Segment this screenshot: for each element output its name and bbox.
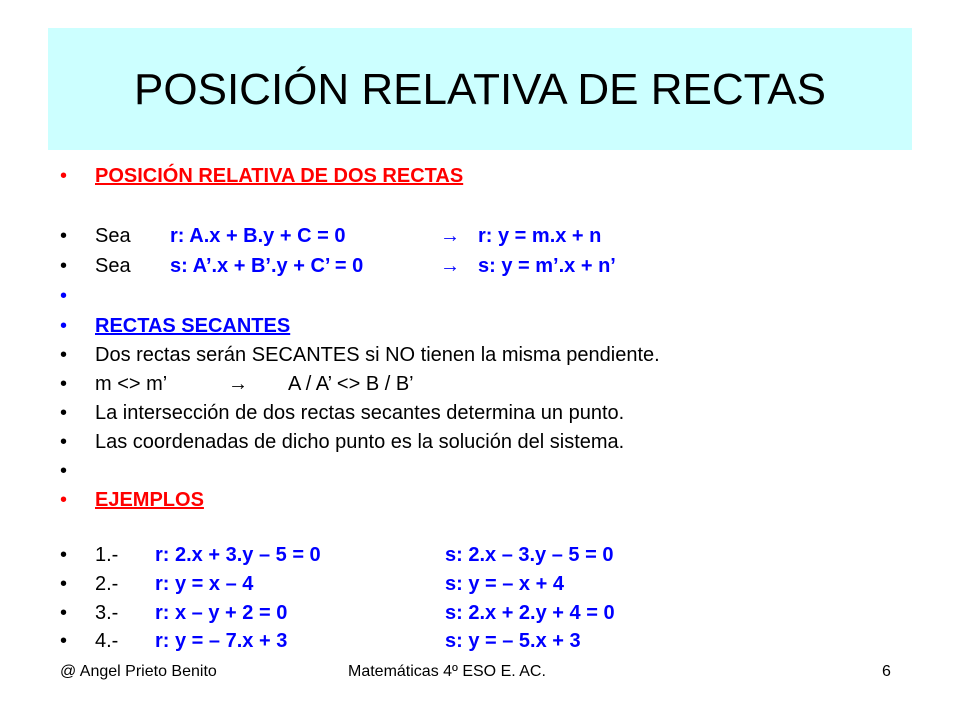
arrow-icon: → [440,255,460,277]
footer-course: Matemáticas 4º ESO E. AC. [348,663,546,680]
example-number: 1.- [95,544,119,566]
example-s: s: y = – 5.x + 3 [445,630,581,652]
ratio-condition: A / A’ <> B / B’ [288,373,414,395]
coordinates-text: Las coordenadas de dicho punto es la solución del sistema. [95,431,625,453]
example-r: r: y = – 7.x + 3 [155,630,288,652]
intersection-text: La intersección de dos rectas secantes determina un punto. [95,402,625,424]
example-r: r: 2.x + 3.y – 5 = 0 [155,544,321,566]
bullet-icon: • [60,630,68,652]
bullet-icon: • [60,315,68,337]
bullet-icon: • [60,165,68,187]
footer-author: @ Angel Prieto Benito [60,663,217,680]
example-number: 4.- [95,630,119,652]
secantes-definition: Dos rectas serán SECANTES si NO tienen la misma pendiente. [95,344,660,366]
section-heading-ejemplos: EJEMPLOS [95,489,204,511]
slope-condition: m <> m’ [95,373,168,395]
section-heading-posicion: POSICIÓN RELATIVA DE DOS RECTAS [95,165,464,187]
example-number: 2.- [95,573,119,595]
arrow-icon: → [440,225,460,247]
section-heading-secantes: RECTAS SECANTES [95,315,291,337]
bullet-icon: • [60,344,68,366]
bullet-icon: • [60,373,68,395]
bullet-icon: • [60,544,68,566]
equation-general-r: r: A.x + B.y + C = 0 [170,225,346,247]
bullet-icon: • [60,402,68,424]
example-s: s: 2.x – 3.y – 5 = 0 [445,544,614,566]
example-number: 3.- [95,602,119,624]
example-r: r: y = x – 4 [155,573,254,595]
equation-explicit-r: r: y = m.x + n [478,225,602,247]
equation-general-s: s: A’.x + B’.y + C’ = 0 [170,255,364,277]
sea-label: Sea [95,225,131,247]
footer-page-number: 6 [882,663,891,680]
example-r: r: x – y + 2 = 0 [155,602,288,624]
bullet-icon: • [60,489,68,511]
bullet-icon: • [60,602,68,624]
bullet-icon: • [60,225,68,247]
example-s: s: 2.x + 2.y + 4 = 0 [445,602,615,624]
sea-label: Sea [95,255,131,277]
bullet-icon: • [60,460,68,482]
bullet-icon: • [60,431,68,453]
bullet-icon: • [60,285,68,307]
title-box [48,28,912,150]
example-s: s: y = – x + 4 [445,573,564,595]
bullet-icon: • [60,573,68,595]
arrow-icon: → [228,373,248,395]
equation-explicit-s: s: y = m’.x + n’ [478,255,616,277]
bullet-icon: • [60,255,68,277]
slide-title: POSICIÓN RELATIVA DE RECTAS [134,65,826,114]
